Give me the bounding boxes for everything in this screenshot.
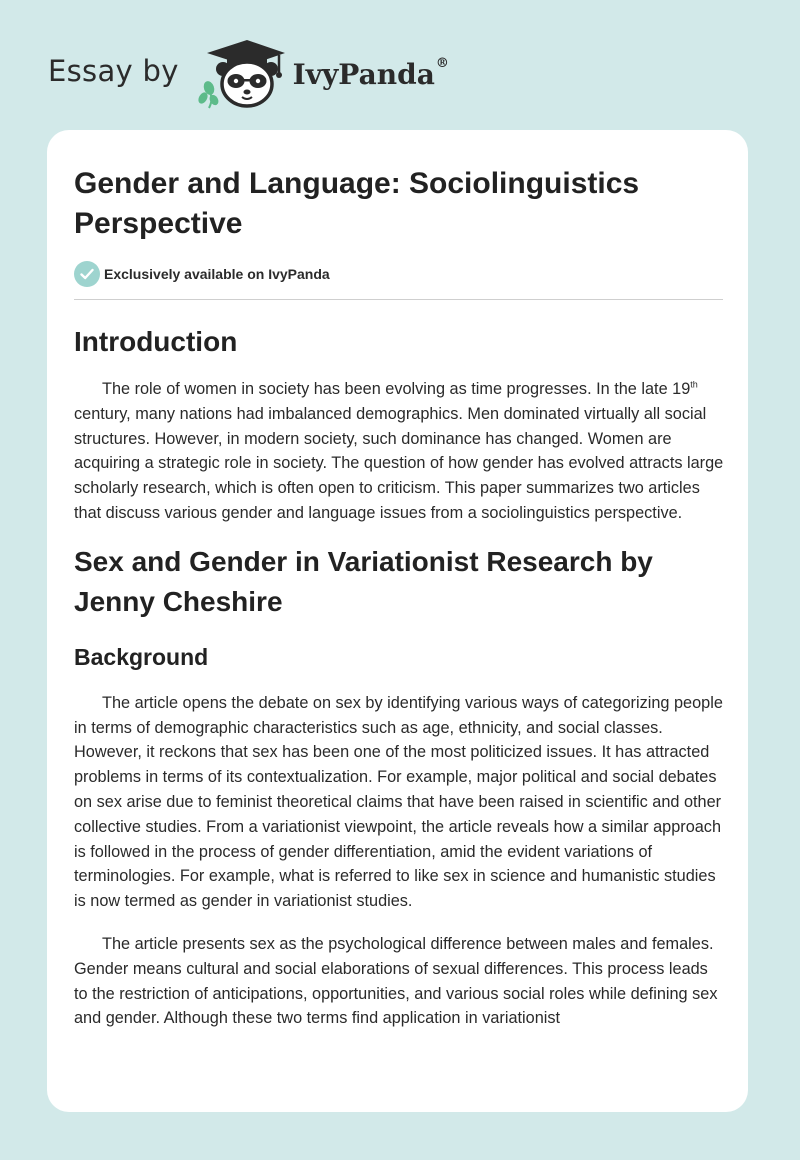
section-heading-introduction: Introduction: [74, 326, 238, 357]
essay-title: Gender and Language: Sociolinguistics Perspective: [74, 167, 640, 240]
ordinal-suffix: th: [690, 379, 698, 390]
subsection-heading-background: Background: [74, 643, 209, 670]
background-paragraph-1: The article opens the debate on sex by identifying various ways of categorizing people in terms of demographic characteristics such as age, ethnicity, and social classes. However, it reckons that sex has been one of the most politicized issues. It has attracted problems in terms of its contextualization. For example, major political and social debates on sex arise due to feminist theoretical claims that have been raised in scientific and other collective studies. From a variationist viewpoint, the article reveals how a similar approach is followed in the process of gender differentiation, amid the evident variations of terminologies. For example, what is referred to like sex in science and humanistic studies is now termed as gender in variationist studies.: [74, 693, 723, 911]
panda-graduate-logo-icon[interactable]: [197, 36, 289, 110]
brand-name[interactable]: IvyPanda®: [292, 55, 449, 91]
exclusive-badge-label: Exclusively available on IvyPanda: [104, 266, 330, 282]
introduction-paragraph: The role of women in society has been evolving as time progresses. In the late 19th century, many nations had imbalanced demographics. Men dominated virtually all social structures. However, in modern society, such dominance has changed. Women are acquiring a strategic role in society. The question of how gender has evolved attracts large scholarly research, which is often open to criticism. This paper summarizes two articles that discuss various gender and language issues from a sociolinguistics perspective.: [74, 379, 724, 522]
title-divider: [74, 299, 723, 300]
site-header: [48, 36, 449, 110]
registered-mark: ®: [435, 55, 449, 71]
essay-content: [74, 164, 724, 1031]
section-heading-sex-and-gender: Sex and Gender in Variationist Research by Jenny Cheshire: [74, 545, 653, 617]
check-circle-icon: [74, 261, 100, 287]
essay-card: [47, 130, 748, 1112]
essay-by-label: Essay by: [48, 54, 179, 88]
background-paragraph-2: The article presents sex as the psychological difference between males and females. Gender means cultural and social elaborations of sexual differences. This process leads to the restriction of anticipations, opportunities, and various social roles while defining sex and gender. Although these two terms find application in variationist: [74, 934, 718, 1028]
exclusive-badge: [74, 261, 724, 287]
